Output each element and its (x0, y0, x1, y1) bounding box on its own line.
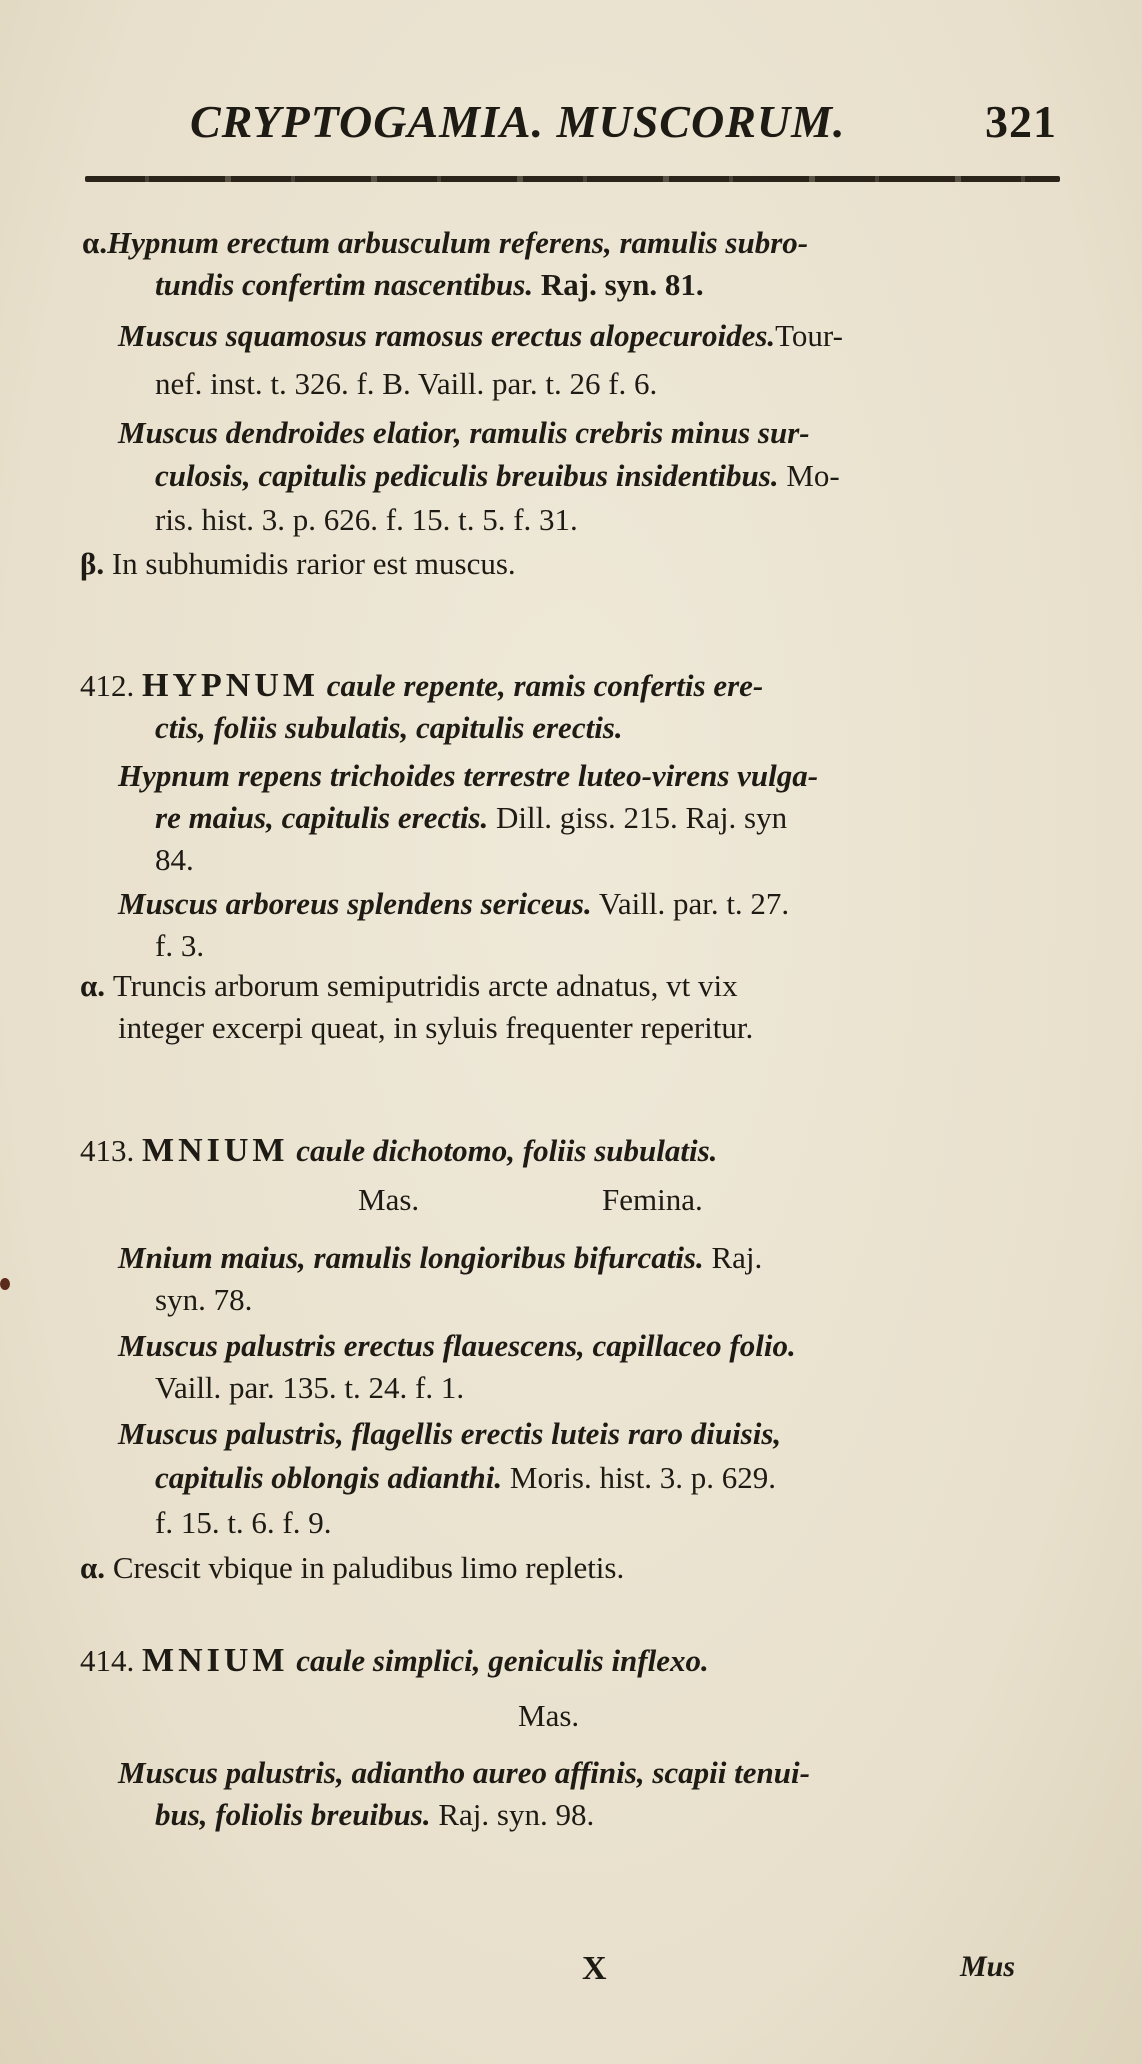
entry-line: ctis, foliis subulatis, capitulis erectis. (155, 710, 623, 745)
entry-line: Muscus squamosus ramosus erectus alopecuroides.Tour- (118, 318, 843, 353)
sex-label: Femina. (602, 1182, 703, 1217)
entry-line: f. 3. (155, 928, 205, 963)
entry-line: 84. (155, 842, 194, 877)
entry-line: tundis confertim nascentibus. Raj. syn. 81. (155, 267, 704, 302)
entry-line: Muscus palustris erectus flauescens, capillaceo folio. (118, 1328, 796, 1363)
entry-line: Muscus arboreus splendens sericeus. Vaill. par. t. 27. (118, 886, 790, 921)
header-title: CRYPTOGAMIA. MUSCORUM. (190, 96, 846, 147)
entry-line: β. In subhumidis rarior est muscus. (80, 546, 516, 581)
entry-line: ris. hist. 3. p. 626. f. 15. t. 5. f. 31. (155, 502, 578, 537)
entry-line: nef. inst. t. 326. f. B. Vaill. par. t. 26 f. 6. (155, 366, 658, 401)
entry-line: bus, foliolis breuibus. Raj. syn. 98. (155, 1797, 595, 1832)
catchword: Mus (960, 1950, 1016, 1983)
sex-label: Mas. (358, 1182, 420, 1217)
entry-heading: 414. MNIUM caule simplici, geniculis inflexo. (80, 1642, 709, 1679)
entry-heading: 413. MNIUM caule dichotomo, foliis subulatis. (80, 1132, 718, 1169)
page-number: 321 (985, 96, 1057, 147)
entry-line: Hypnum repens trichoides terrestre luteo-virens vulga- (118, 758, 819, 793)
entry-line: α.Hypnum erectum arbusculum referens, ramulis subro- (82, 225, 809, 260)
sex-label: Mas. (518, 1698, 580, 1733)
entry-line: Muscus palustris, flagellis erectis luteis raro diuisis, (118, 1416, 782, 1451)
signature-mark: X (582, 1950, 607, 1987)
entry-line: integer excerpi queat, in syluis frequenter reperitur. (118, 1010, 754, 1045)
entry-line: Vaill. par. 135. t. 24. f. 1. (155, 1370, 465, 1405)
entry-line: syn. 78. (155, 1282, 253, 1317)
entry-line: re maius, capitulis erectis. Dill. giss. 215. Raj. syn (155, 800, 788, 835)
entry-line: α. Crescit vbique in paludibus limo repletis. (80, 1550, 625, 1585)
header-rule (85, 176, 1060, 182)
entry-line: α. Truncis arborum semiputridis arcte adnatus, vt vix (80, 968, 738, 1003)
entry-line: capitulis oblongis adianthi. Moris. hist. 3. p. 629. (155, 1460, 776, 1495)
entry-line: Muscus dendroides elatior, ramulis crebris minus sur- (118, 415, 810, 450)
margin-blot (0, 1278, 10, 1290)
entry-line: Muscus palustris, adiantho aureo affinis, scapii tenui- (118, 1755, 810, 1790)
entry-line: f. 15. t. 6. f. 9. (155, 1505, 332, 1540)
entry-line: culosis, capitulis pediculis breuibus insidentibus. Mo- (155, 458, 840, 493)
entry-heading: 412. HYPNUM caule repente, ramis confertis ere- (80, 667, 764, 704)
entry-line: Mnium maius, ramulis longioribus bifurcatis. Raj. (118, 1240, 763, 1275)
